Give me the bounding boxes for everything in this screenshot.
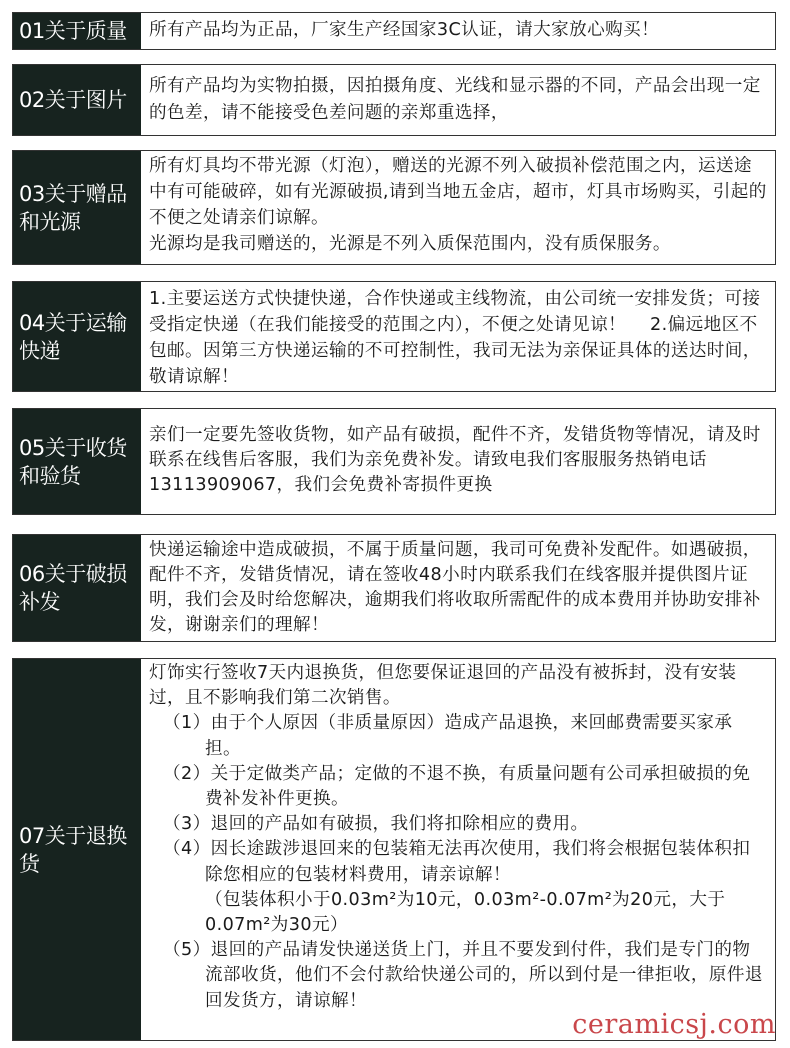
section-images — [12, 64, 776, 136]
content-line: 灯饰实行签收7天内退换货，但您要保证退回的产品没有被拆封，没有安装过，且不影响我们第二次销售。 — [149, 663, 737, 709]
section-label — [13, 409, 141, 514]
section-content — [141, 535, 775, 641]
section-content — [141, 282, 775, 391]
return-item-note: （包装体积小于0.03m²为10元，0.03m²-0.07m²为20元，大于0.07m²为30元） — [205, 889, 726, 936]
watermark: ceramicsj.com — [572, 1009, 776, 1040]
return-item: （1）由于个人原因（非质量原因）造成产品退换，来回邮费需要买家承担。 — [163, 713, 733, 759]
label-text: 货 — [19, 851, 40, 876]
return-item: （4）因长途跋涉退回来的包装箱无法再次使用，我们将会根据包装体积扣除您相应的包装材料费用，请亲谅解！ — [163, 839, 751, 885]
section-label — [13, 282, 141, 391]
return-item: （2）关于定做类产品；定做的不退不换，有质量问题有公司承担破损的免费补发补件更换。 — [163, 763, 751, 810]
section-label — [13, 151, 141, 264]
section-gifts-light-source — [12, 150, 776, 265]
content-line: 所有产品均为实物拍摄，因拍摄角度、光线和显示器的不同，产品会出现一定的色差，请不能接受色差问题的亲郑重选择， — [149, 76, 761, 123]
label-text: 和验货 — [19, 463, 81, 488]
content-line: 光源均是我司赠送的，光源是不列入质保范围内，没有质保服务。 — [149, 234, 671, 254]
content-line: 所有产品均为正品，厂家生产经国家3C认证，请大家放心购买！ — [149, 20, 660, 41]
content-line: 所有灯具均不带光源（灯泡），赠送的光源不列入破损补偿范围之内，运送途中有可能破碎，如有光源破损,请到当地五金店，超市，灯具市场购买，引起的不便之处请亲们谅解。 — [149, 156, 767, 228]
section-content — [141, 409, 775, 514]
label-text: 03关于赠品 — [19, 181, 127, 206]
content-line: 快递运输途中造成破损，不属于质量问题，我司可免费补发配件。如遇破损，配件不齐，发错货情况，请在签收48小时内联系我们在线客服并提供图片证明，我们会及时给您解决，逾期我们将收取所需配件的成本费用并协助安排补发，谢谢亲们的理解！ — [149, 540, 761, 635]
label-text: 和光源 — [19, 209, 81, 234]
return-item: （3）退回的产品如有破损，我们将扣除相应的费用。 — [163, 814, 589, 835]
section-returns — [12, 658, 776, 1041]
section-content — [141, 13, 775, 49]
label-text: 04关于运输 — [19, 310, 127, 335]
content-line: 亲们一定要先签收货物，如产品有破损，配件不齐，发错货物等情况，请及时联系在线售后客服，我们为亲免费补发。请致电我们客服服务热销电话13113909067，我们会免费补寄损件更换 — [149, 425, 761, 495]
section-content — [141, 151, 775, 264]
content-line: 1.主要运送方式快捷快递，合作快递或主线物流，由公司统一安排发货；可接受指定快递（在我们能接受的范围之内），不便之处请见谅！ 2.偏远地区不包邮。因第三方快递运输的不可控制性，我司无法为亲保证具体的送达时间，敬请谅解！ — [149, 289, 761, 387]
label-text: 02关于图片 — [19, 88, 127, 112]
label-text: 01关于质量 — [19, 19, 127, 43]
label-text: 07关于退换 — [19, 823, 127, 848]
section-label — [13, 659, 141, 1040]
section-receiving — [12, 408, 776, 515]
section-damage-reissue — [12, 534, 776, 642]
section-shipping — [12, 281, 776, 392]
section-content — [141, 659, 775, 1040]
return-item: （5）退回的产品请发快递送货上门，并且不要发到付件，我们是专门的物流部收货，他们不会付款给快递公司的，所以到付是一律拒收，原件退回发货方，请谅解！ — [163, 940, 763, 1011]
label-text: 补发 — [19, 590, 60, 614]
section-label — [13, 65, 141, 135]
section-quality — [12, 12, 776, 50]
label-text: 05关于收货 — [19, 435, 127, 460]
label-text: 快递 — [19, 338, 60, 363]
section-label — [13, 13, 141, 49]
label-text: 06关于破损 — [19, 562, 127, 586]
section-label — [13, 535, 141, 641]
section-content — [141, 65, 775, 135]
